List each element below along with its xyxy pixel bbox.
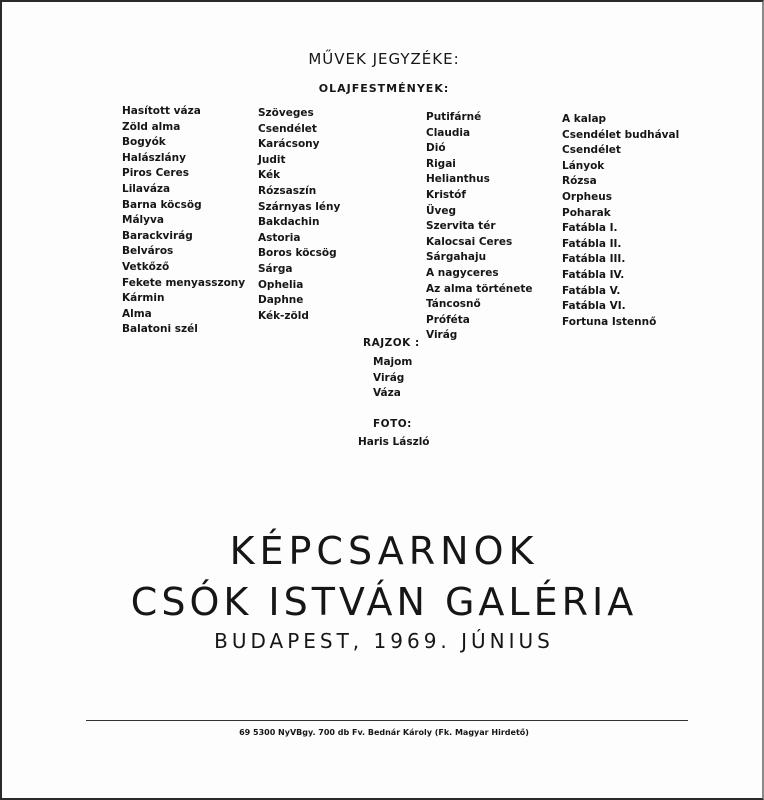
- oil-paintings-column-1: [122, 104, 245, 338]
- artwork-title: Rózsaszín: [258, 184, 317, 197]
- artwork-title: Daphne: [258, 294, 304, 307]
- artwork-title: Belváros: [122, 245, 174, 258]
- drawing-title: Virág: [373, 371, 405, 384]
- artwork-title: Claudia: [426, 126, 471, 139]
- artwork-title: Ophelia: [258, 278, 304, 291]
- artwork-title: Kalocsai Ceres: [426, 235, 513, 248]
- artwork-title: Fatábla III.: [562, 253, 626, 266]
- artwork-title: Dió: [426, 142, 446, 155]
- artwork-title: Fatábla IV.: [562, 268, 625, 281]
- artwork-title: Fatábla I.: [562, 222, 618, 235]
- oil-paintings-column-2: [258, 106, 340, 324]
- artwork-title: Szárnyas lény: [258, 200, 341, 213]
- artwork-title: Halászlány: [122, 151, 186, 164]
- artwork-title: Piros Ceres: [122, 167, 189, 180]
- photographer-name: Haris László: [358, 436, 430, 448]
- artwork-title: Kristóf: [426, 188, 466, 201]
- artwork-title: Mályva: [122, 214, 164, 227]
- oil-paintings-column-3: [426, 110, 533, 344]
- artwork-title: A nagyceres: [426, 266, 499, 279]
- artwork-title: Sárga: [258, 262, 293, 275]
- artwork-title: Alma: [122, 307, 152, 320]
- artwork-title: Sárgahaju: [426, 251, 487, 264]
- artwork-title: Putifárné: [426, 111, 482, 123]
- artwork-title: Lányok: [562, 159, 605, 172]
- artwork-title: Lilaváza: [122, 182, 171, 195]
- gallery-name: CSÓK ISTVÁN GALÉRIA: [130, 580, 638, 624]
- artwork-title: Boros köcsög: [258, 247, 337, 260]
- artwork-title: Zöld alma: [122, 120, 181, 133]
- artwork-title: Szöveges: [258, 107, 314, 119]
- drawings-title: RAJZOK :: [363, 337, 420, 349]
- oil-paintings-title: OLAJFESTMÉNYEK:: [318, 82, 450, 95]
- artwork-title: Rózsa: [562, 175, 597, 188]
- artwork-title: Virág: [426, 329, 458, 342]
- artwork-title: A kalap: [562, 113, 607, 125]
- artwork-title: Fekete menyasszony: [122, 276, 246, 289]
- artwork-title: Bogyók: [122, 136, 166, 149]
- oil-paintings-column-4: [562, 112, 679, 330]
- artwork-title: Próféta: [426, 313, 470, 326]
- artwork-title: Barackvirág: [122, 229, 193, 242]
- drawings-list: [373, 355, 412, 402]
- artwork-title: Helianthus: [426, 173, 490, 186]
- artwork-title: Kék-zöld: [258, 309, 309, 322]
- catalog-heading: MŰVEK JEGYZÉKE:: [308, 50, 460, 68]
- artwork-title: Táncosnő: [426, 298, 481, 311]
- artwork-title: Rigai: [426, 157, 456, 170]
- artwork-title: Bakdachin: [258, 216, 320, 229]
- photo-title: FOTO:: [373, 418, 412, 430]
- drawing-title: Majom: [373, 356, 413, 368]
- printer-imprint: 69 5300 NyVBgy. 700 db Fv. Bednár Károly (Fk. Magyar Hirdető): [239, 728, 529, 737]
- artwork-title: Fortuna Istennő: [562, 315, 657, 328]
- artwork-title: Karácsony: [258, 138, 320, 151]
- artwork-title: Fatábla V.: [562, 284, 621, 297]
- divider-rule: [86, 720, 688, 721]
- artwork-title: Szervita tér: [426, 220, 496, 233]
- artwork-title: Fatábla VI.: [562, 300, 626, 313]
- artwork-title: Barna köcsög: [122, 198, 202, 211]
- place-and-date: BUDAPEST, 1969. JÚNIUS: [214, 629, 554, 653]
- artwork-title: Astoria: [258, 231, 301, 244]
- artwork-title: Poharak: [562, 206, 611, 219]
- artwork-title: Csendélet budhával: [562, 128, 680, 141]
- artwork-title: Hasított váza: [122, 105, 201, 117]
- artwork-title: Balatoni szél: [122, 323, 198, 336]
- artwork-title: Orpheus: [562, 190, 612, 203]
- artwork-title: Csendélet: [258, 122, 317, 135]
- artwork-title: Vetkőző: [122, 260, 170, 273]
- artwork-title: Csendélet: [562, 144, 621, 157]
- drawing-title: Váza: [373, 387, 401, 400]
- artwork-title: Kék: [258, 169, 281, 182]
- artwork-title: Üveg: [426, 204, 457, 217]
- venue-name: KÉPCSARNOK: [229, 529, 539, 573]
- artwork-title: Kármin: [122, 292, 165, 305]
- artwork-title: Fatábla II.: [562, 237, 622, 250]
- artwork-title: Az alma története: [426, 282, 533, 295]
- artwork-title: Judit: [258, 153, 286, 166]
